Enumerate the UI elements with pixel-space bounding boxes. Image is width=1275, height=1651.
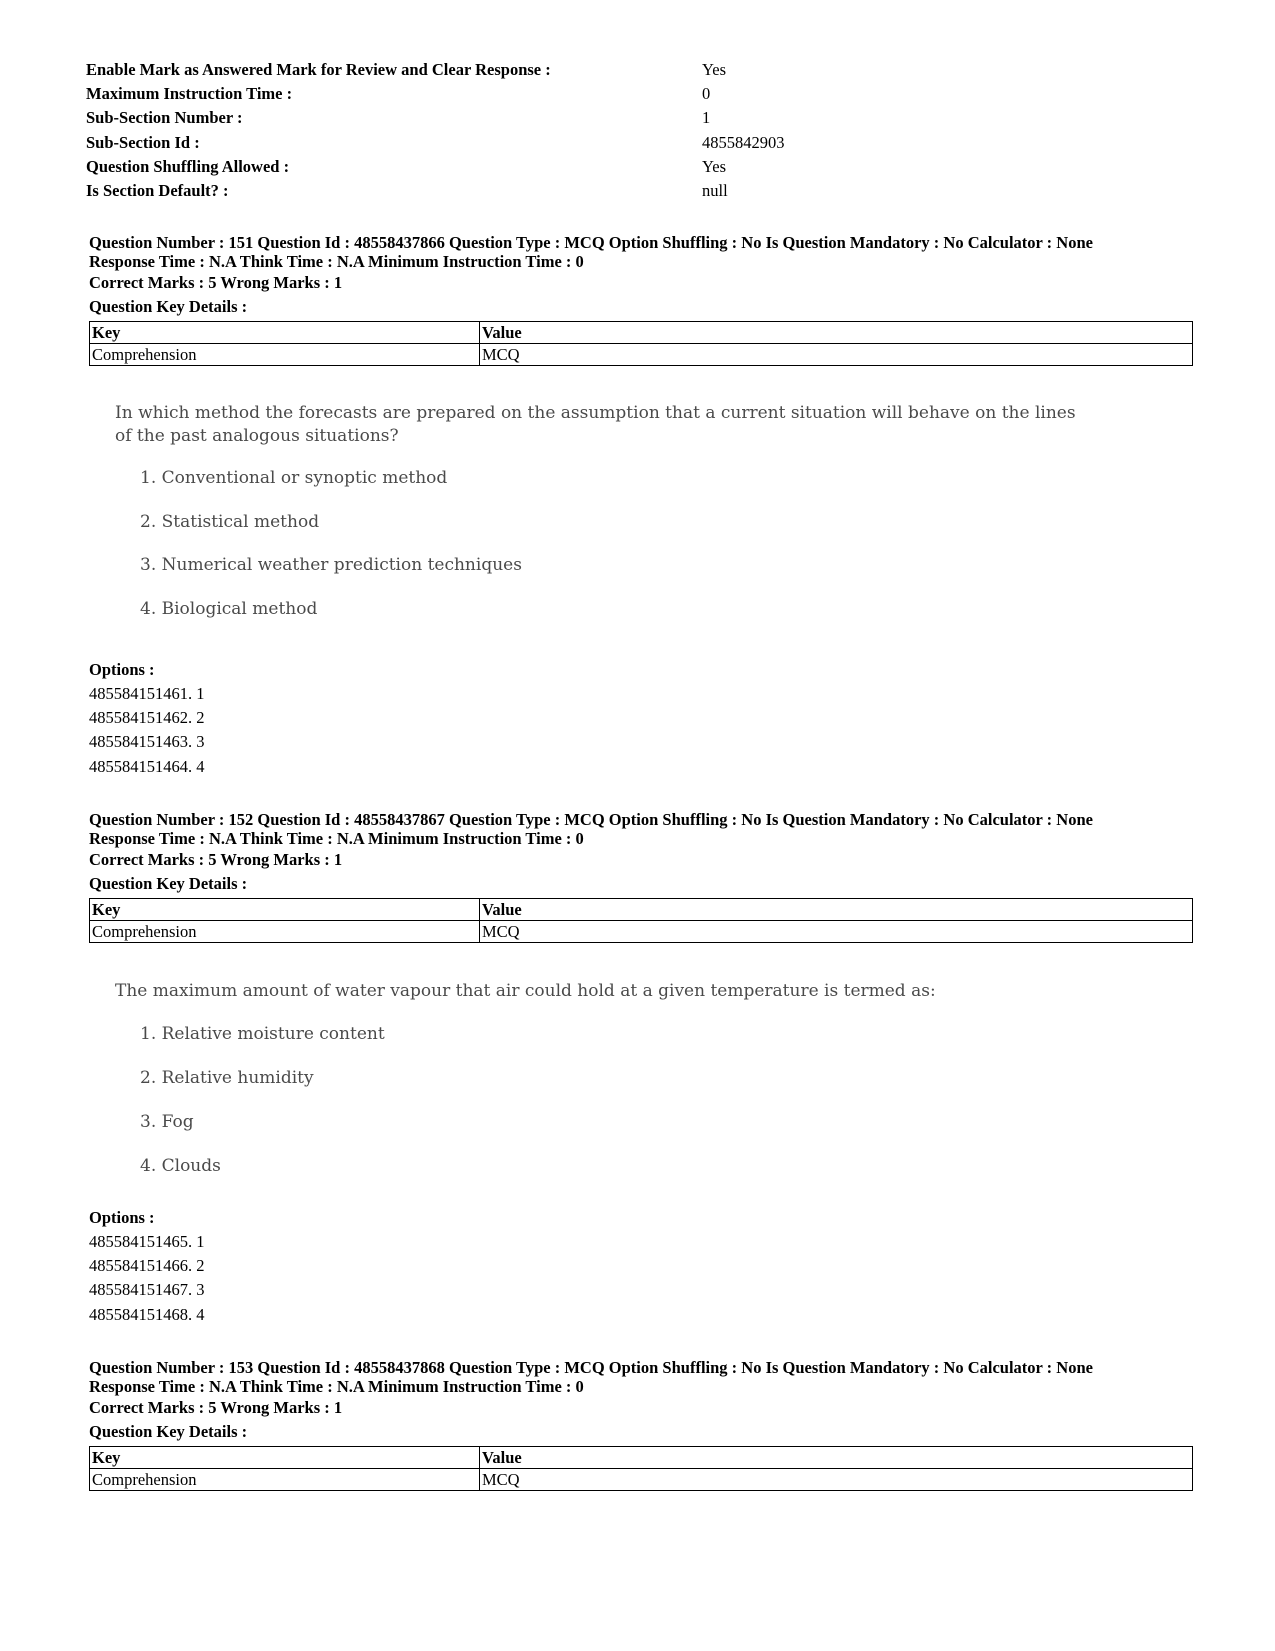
question-header: Question Number : 152 Question Id : 48558437867 Question Type : MCQ Option Shuffling : No Is Question Mandatory : No Calculator : None [89, 810, 1093, 829]
options-label: Options : [89, 1208, 155, 1227]
options-section [89, 658, 205, 779]
meta-row [86, 179, 1186, 203]
table-header-row [90, 322, 1193, 344]
table-header-key: Key [90, 1447, 480, 1469]
marks-line: Correct Marks : 5 Wrong Marks : 1 [89, 273, 343, 292]
meta-row [86, 58, 1186, 82]
options-label: Options : [89, 660, 155, 679]
choice-item: 1. Relative moisture content [140, 1024, 385, 1044]
option-id: 485584151461. 1 [89, 684, 205, 703]
key-details-label: Question Key Details : [89, 297, 248, 316]
marks-line: Correct Marks : 5 Wrong Marks : 1 [89, 850, 343, 869]
table-header-row [90, 1447, 1193, 1469]
meta-row [86, 106, 1186, 130]
table-header-value: Value [480, 1447, 1193, 1469]
meta-key: Enable Mark as Answered Mark for Review and Clear Response : [86, 60, 551, 79]
meta-key: Question Shuffling Allowed : [86, 156, 290, 176]
choice-item: 4. Biological method [140, 599, 318, 619]
table-cell-value: MCQ [480, 1469, 1193, 1491]
table-cell-value: MCQ [480, 344, 1193, 366]
key-details-table [89, 1446, 1193, 1491]
choice-item: 3. Fog [140, 1112, 194, 1132]
meta-value: null [702, 180, 728, 200]
question-header: Question Number : 151 Question Id : 48558437866 Question Type : MCQ Option Shuffling : No Is Question Mandatory : No Calculator : None [89, 233, 1093, 252]
table-header-key: Key [90, 322, 480, 344]
meta-key: Maximum Instruction Time : [86, 84, 293, 104]
meta-row [86, 131, 1186, 155]
option-id: 485584151467. 3 [89, 1280, 205, 1300]
table-cell-value: MCQ [480, 921, 1193, 943]
option-id: 485584151463. 3 [89, 732, 205, 752]
choice-item: 4. Clouds [140, 1156, 221, 1176]
question-block [89, 1358, 1199, 1491]
table-header-key: Key [90, 899, 480, 921]
meta-row [86, 155, 1186, 179]
key-details-table [89, 898, 1193, 943]
question-header: Question Number : 153 Question Id : 48558437868 Question Type : MCQ Option Shuffling : No Is Question Mandatory : No Calculator : None [89, 1358, 1093, 1377]
option-id: 485584151464. 4 [89, 756, 205, 776]
table-header-value: Value [480, 899, 1193, 921]
table-row [90, 921, 1193, 943]
question-header-timing: Response Time : N.A Think Time : N.A Minimum Instruction Time : 0 [89, 252, 584, 271]
question-text-line: The maximum amount of water vapour that air could hold at a given temperature is termed as: [115, 981, 936, 1001]
options-section [89, 1206, 205, 1327]
table-cell-key: Comprehension [90, 1469, 480, 1491]
meta-value: 1 [702, 108, 711, 128]
meta-value: 0 [702, 84, 711, 104]
meta-value: Yes [702, 60, 727, 79]
option-id: 485584151466. 2 [89, 1256, 205, 1276]
marks-line: Correct Marks : 5 Wrong Marks : 1 [89, 1398, 343, 1417]
meta-row [86, 82, 1186, 106]
meta-key: Sub-Section Id : [86, 132, 200, 152]
section-meta [86, 58, 1186, 203]
meta-key: Sub-Section Number : [86, 108, 243, 128]
choice-item: 2. Relative humidity [140, 1068, 314, 1088]
meta-value: Yes [702, 156, 727, 176]
table-header-row [90, 899, 1193, 921]
question-image [88, 980, 1088, 1180]
question-block [89, 810, 1199, 943]
question-header-timing: Response Time : N.A Think Time : N.A Minimum Instruction Time : 0 [89, 829, 584, 848]
option-id: 485584151462. 2 [89, 708, 205, 728]
choice-item: 1. Conventional or synoptic method [140, 468, 448, 488]
key-details-label: Question Key Details : [89, 1422, 248, 1441]
option-id: 485584151465. 1 [89, 1232, 205, 1251]
meta-key: Is Section Default? : [86, 180, 229, 200]
option-id: 485584151468. 4 [89, 1304, 205, 1324]
key-details-label: Question Key Details : [89, 874, 248, 893]
table-cell-key: Comprehension [90, 344, 480, 366]
table-row [90, 344, 1193, 366]
key-details-table [89, 321, 1193, 366]
question-text-line: of the past analogous situations? [115, 426, 399, 446]
meta-value: 4855842903 [702, 132, 785, 152]
choice-item: 2. Statistical method [140, 512, 320, 532]
table-row [90, 1469, 1193, 1491]
choice-item: 3. Numerical weather prediction techniques [140, 555, 522, 575]
question-text-line: In which method the forecasts are prepared on the assumption that a current situation will behave on the lines [115, 403, 1076, 423]
table-header-value: Value [480, 322, 1193, 344]
question-header-timing: Response Time : N.A Think Time : N.A Minimum Instruction Time : 0 [89, 1377, 584, 1396]
question-image [88, 402, 1088, 632]
question-block [89, 233, 1199, 366]
table-cell-key: Comprehension [90, 921, 480, 943]
